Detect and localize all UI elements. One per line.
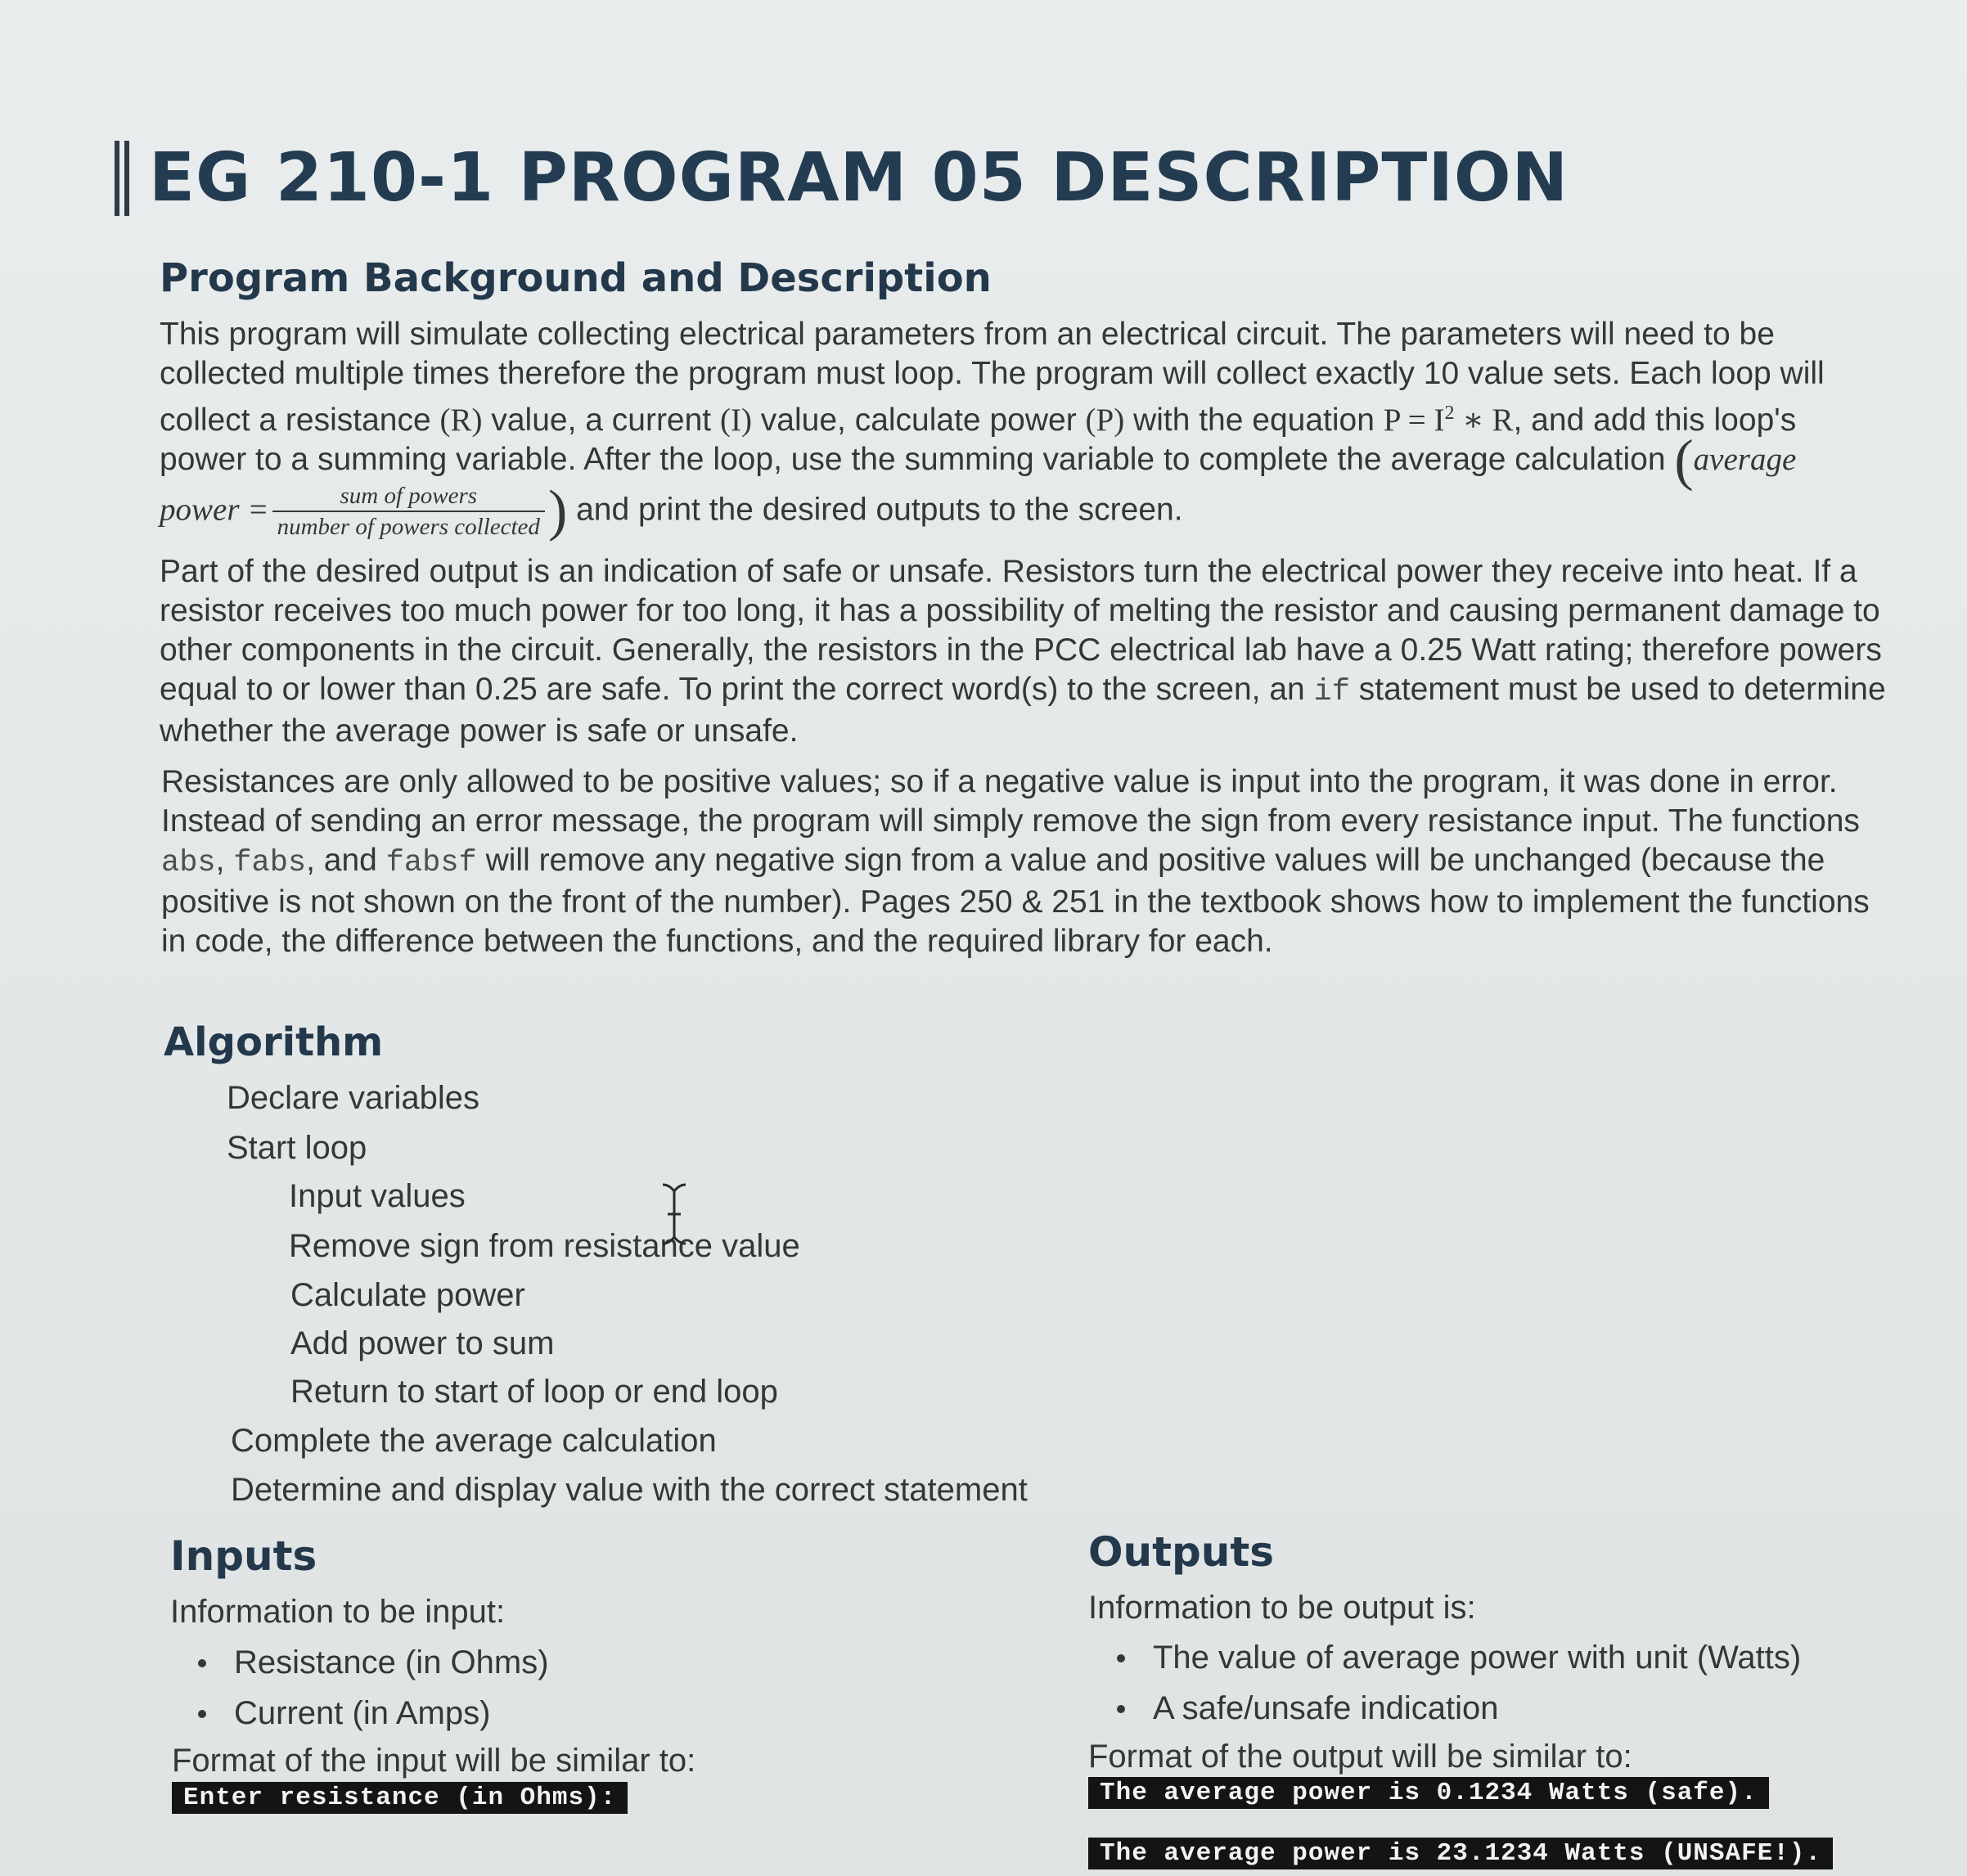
equation-exponent: 2 — [1444, 403, 1455, 424]
text-run: , and — [306, 843, 386, 878]
algorithm-step: Add power to sum — [290, 1325, 555, 1361]
output-console-example-safe: The average power is 0.1234 Watts (safe). — [1088, 1777, 1769, 1809]
input-item-label: Current (in Amps) — [234, 1695, 491, 1731]
input-format-label: Format of the input will be similar to: — [172, 1743, 696, 1779]
code-if: if — [1313, 675, 1350, 709]
text-run: will remove any negative sign from a value and positive values will be unchanged (because the positive is not shown on the front of the number). Pages 250 & 251 in the textbook shows how to implement the functions in code, the difference between the functions, and the required library for each. — [161, 843, 1870, 959]
algorithm-step: Input values — [289, 1178, 466, 1214]
algorithm-step: Declare variables — [227, 1080, 480, 1116]
equation-rhs: ∗ R — [1454, 403, 1514, 438]
title-rule — [115, 141, 119, 216]
title-bar — [115, 139, 1569, 217]
text-cursor-icon — [659, 1181, 689, 1247]
text-run: statement must be used to determine whether the average power is safe or unsafe. — [160, 672, 1886, 749]
algorithm-heading: Algorithm — [164, 1019, 384, 1065]
text-run: with the equation — [1124, 403, 1384, 438]
text-run: value, a current — [482, 403, 720, 438]
text-run: , — [215, 843, 234, 878]
background-paragraph-3 — [161, 763, 1884, 961]
text-run: Resistances are only allowed to be positive values; so if a negative value is input into the program, it was done in error. Instead of sending an error message, the program will simply remove the sign from every resistance input. The functions — [161, 764, 1860, 839]
inputs-intro: Information to be input: — [170, 1594, 506, 1630]
fraction-numerator: sum of powers — [272, 481, 545, 512]
input-item-label: Resistance (in Ohms) — [234, 1644, 549, 1680]
input-console-example: Enter resistance (in Ohms): — [172, 1782, 628, 1814]
fraction-denominator: number of powers collected — [277, 513, 540, 540]
bullet-icon — [198, 1710, 206, 1718]
text-run: , and add this loop's power to a summing variable. After the loop, use the summing variable to complete the average calculation — [160, 403, 1797, 477]
outputs-heading: Outputs — [1088, 1528, 1275, 1576]
output-item-label: A safe/unsafe indication — [1153, 1690, 1499, 1726]
inputs-heading: Inputs — [170, 1532, 317, 1580]
outputs-intro: Information to be output is: — [1088, 1590, 1476, 1626]
right-paren: ) — [547, 479, 568, 542]
output-list-item — [1117, 1640, 1801, 1676]
current-symbol: (I) — [719, 403, 752, 438]
output-list-item — [1117, 1690, 1499, 1727]
bullet-icon — [198, 1659, 206, 1667]
formula-lhs: average power = — [160, 442, 1797, 527]
background-paragraph-1 — [160, 315, 1878, 542]
left-paren: ( — [1674, 429, 1694, 493]
resistance-symbol: (R) — [439, 403, 483, 438]
output-console-example-unsafe: The average power is 23.1234 Watts (UNSAFE!). — [1088, 1838, 1833, 1869]
input-list-item — [198, 1695, 490, 1732]
bullet-icon — [1117, 1654, 1125, 1662]
code-fabsf: fabsf — [385, 846, 477, 880]
title-rule — [124, 141, 129, 216]
algorithm-step: Complete the average calculation — [231, 1423, 717, 1459]
equation-lhs: P = I — [1383, 403, 1445, 438]
bullet-icon — [1117, 1705, 1125, 1713]
text-run: value, calculate power — [751, 403, 1086, 438]
algorithm-step: Remove sign from resistance value — [289, 1228, 800, 1264]
background-heading: Program Background and Description — [160, 255, 992, 301]
algorithm-step: Start loop — [227, 1130, 367, 1166]
output-format-label: Format of the output will be similar to: — [1088, 1739, 1632, 1775]
background-paragraph-2 — [160, 552, 1886, 751]
code-abs: abs — [161, 846, 216, 880]
algorithm-step: Determine and display value with the correct statement — [231, 1472, 1028, 1508]
average-power-fraction — [272, 481, 545, 542]
power-symbol: (P) — [1085, 403, 1125, 438]
output-item-label: The value of average power with unit (Watts) — [1153, 1640, 1802, 1676]
algorithm-step: Return to start of loop or end loop — [290, 1374, 778, 1410]
power-equation — [1384, 403, 1514, 438]
text-run: This program will simulate collecting electrical parameters from an electrical circuit. The parameters will need to be collected multiple times therefore the program must loop. The program will collect exactly 10 value sets. Each loop will collect a resistance — [160, 317, 1825, 438]
text-run: Part of the desired output is an indication of safe or unsafe. Resistors turn the electrical power they receive into heat. If a resistor receives too much power for too long, it has a possibility of melting the resistor and causing permanent damage to other components in the circuit. Generally, the resistors in the PCC electrical lab have a 0.25 Watt rating; therefore powers equal to or lower than 0.25 are safe. To print the correct word(s) to the screen, an — [160, 554, 1882, 707]
input-list-item — [198, 1644, 549, 1681]
text-run: and print the desired outputs to the screen. — [567, 492, 1183, 527]
code-fabs: fabs — [233, 846, 307, 880]
algorithm-step: Calculate power — [290, 1277, 525, 1313]
page-title: EG 210-1 PROGRAM 05 DESCRIPTION — [149, 139, 1569, 217]
